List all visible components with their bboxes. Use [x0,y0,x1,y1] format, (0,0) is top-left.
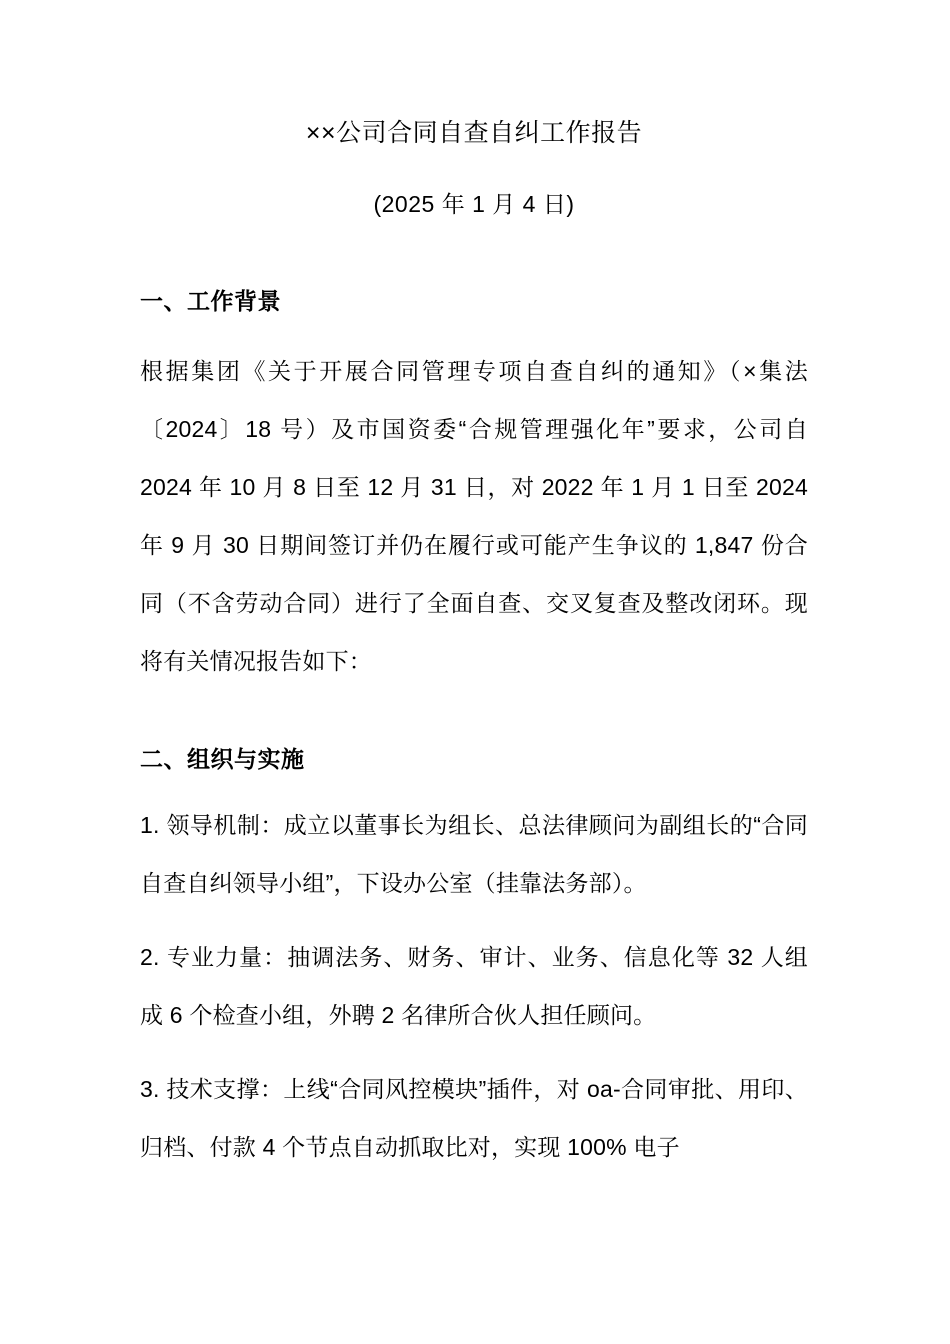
document-date: (2025 年 1 月 4 日) [373,191,575,217]
list-item-technical-support: 3. 技术支撑：上线“合同风控模块”插件，对 oa-合同审批、用印、归档、付款 4 个节点自动抓取比对，实现 100% 电子 [140,1076,808,1160]
section-heading-work-background: 一、工作背景 [140,288,281,314]
page-content [140,0,808,1176]
section-heading-organization-implementation: 二、组织与实施 [140,746,305,772]
paragraph-work-background: 根据集团《关于开展合同管理专项自查自纠的通知》（×集法〔2024〕18 号）及市国资委“合规管理强化年”要求，公司自 2024 年 10 月 8 日至 12 月 31 日，对 2022 年 1 月 1 日至 2024 年 9 月 30 日期间签订并仍在履行或可能产生争议的 1,847 份合同（不含劳动合同）进行了全面自查、交叉复查及整改闭环。现将有关情况报告如下： [140,358,808,674]
list-item-leadership-mechanism: 1. 领导机制：成立以董事长为组长、总法律顾问为副组长的“合同自查自纠领导小组”，下设办公室（挂靠法务部）。 [140,812,808,896]
document-title: ××公司合同自查自纠工作报告 [305,119,643,147]
list-item-professional-resources: 2. 专业力量：抽调法务、财务、审计、业务、信息化等 32 人组成 6 个检查小组，外聘 2 名律所合伙人担任顾问。 [140,944,808,1028]
